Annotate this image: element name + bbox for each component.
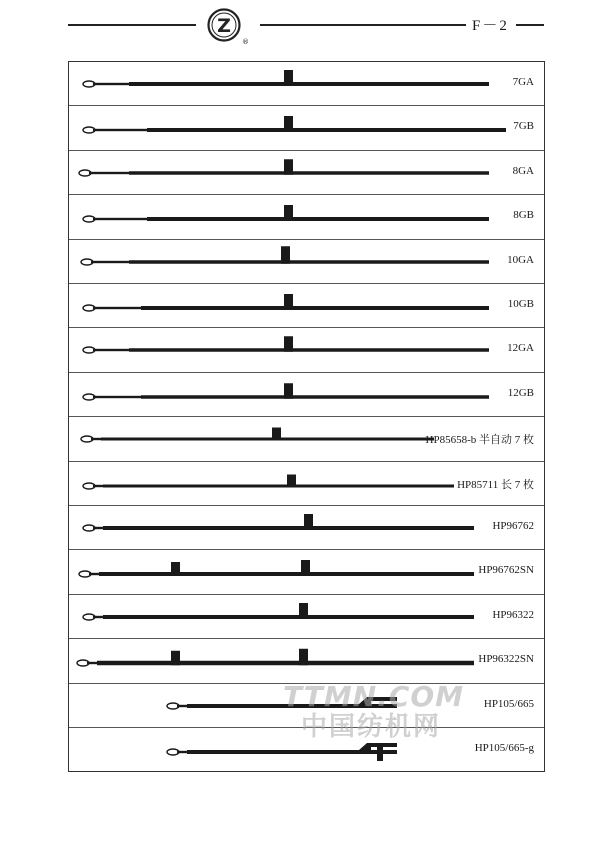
needle-drawing <box>69 106 546 150</box>
needle-model-label: 8GA <box>512 164 534 177</box>
needle-stem <box>97 661 474 666</box>
needle-butt <box>171 562 180 576</box>
needle-model-label: 8GB <box>513 209 534 222</box>
needle-drawing <box>69 151 546 195</box>
needle-row <box>69 550 544 594</box>
needle-model-label: HP85658-b 半自动 7 枚 <box>425 434 534 447</box>
needle-drawing <box>69 684 546 728</box>
needle-stem <box>141 395 489 399</box>
company-logo-icon <box>207 8 241 42</box>
needle-drawing <box>69 240 546 284</box>
needle-butt <box>284 159 293 175</box>
needle-row <box>69 684 544 728</box>
watermark-name: 中国纺机网 <box>301 712 442 742</box>
needle-row <box>69 595 544 639</box>
needle-butt <box>281 246 290 264</box>
needle-row <box>69 106 544 150</box>
needle-row <box>69 328 544 372</box>
needle-drawing <box>69 506 546 550</box>
needle-stem <box>141 306 489 310</box>
needle-drawing <box>69 373 546 417</box>
needle-drawing <box>69 595 546 639</box>
needle-butt <box>299 649 308 666</box>
needle-model-label: 7GB <box>513 120 534 133</box>
watermark-site: TTMN.COM <box>283 680 464 713</box>
needle-drawing <box>69 62 546 106</box>
needle-butt <box>287 474 296 487</box>
needle-latch <box>377 747 383 761</box>
needle-stem <box>99 572 474 576</box>
needle-model-label: 12GA <box>507 342 534 355</box>
needle-stem <box>129 349 489 353</box>
needle-row <box>69 284 544 328</box>
needle-drawing <box>69 284 546 328</box>
needle-model-label: HP105/665-g <box>474 742 534 754</box>
page-code: F－2 <box>472 18 509 34</box>
logo-letter: Z <box>217 15 231 37</box>
needle-model-label: HP96762 <box>492 520 534 532</box>
needle-butt <box>284 294 293 310</box>
needle-butt <box>171 651 180 666</box>
needle-stem <box>147 217 489 221</box>
needle-catalog-table <box>68 61 545 772</box>
needle-stem <box>103 526 474 530</box>
needle-row <box>69 240 544 284</box>
needle-stem <box>129 82 489 86</box>
needle-drawing <box>69 195 546 239</box>
needle-model-label: HP96322 <box>492 608 534 621</box>
needle-row <box>69 373 544 417</box>
needle-row <box>69 151 544 195</box>
needle-drawing <box>69 639 546 683</box>
needle-stem <box>129 171 489 175</box>
needle-model-label: HP85711 长 7 枚 <box>457 478 534 491</box>
needle-row <box>69 639 544 683</box>
needle-stem <box>101 438 434 441</box>
needle-stem <box>147 128 506 132</box>
needle-model-label: 12GB <box>507 386 534 399</box>
needle-model-label: HP105/665 <box>483 697 534 710</box>
needle-row <box>69 462 544 506</box>
needle-drawing <box>69 328 546 372</box>
needle-row <box>69 506 544 550</box>
needle-row <box>69 728 544 772</box>
needle-butt <box>304 514 313 530</box>
registered-mark: ® <box>242 38 249 46</box>
needle-butt <box>272 428 281 441</box>
needle-model-label: 10GB <box>507 298 534 310</box>
needle-butt <box>284 383 293 399</box>
needle-stem <box>103 615 474 619</box>
needle-stem <box>129 260 489 264</box>
needle-butt <box>284 116 293 132</box>
needle-model-label: HP96762SN <box>478 564 534 577</box>
needle-butt <box>299 603 308 619</box>
needle-butt <box>284 205 293 221</box>
needle-butt <box>284 337 293 353</box>
header-rule-left <box>68 24 196 26</box>
needle-butt <box>301 560 310 576</box>
needle-model-label: HP96322SN <box>478 653 534 666</box>
needle-drawing <box>69 550 546 594</box>
header-rule-middle <box>260 24 466 26</box>
needle-model-label: 10GA <box>507 253 534 266</box>
needle-butt <box>284 70 293 86</box>
needle-row <box>69 195 544 239</box>
needle-row <box>69 62 544 106</box>
header-rule-right <box>516 24 544 26</box>
needle-stem <box>103 484 454 487</box>
needle-row <box>69 417 544 461</box>
needle-model-label: 7GA <box>512 76 534 88</box>
